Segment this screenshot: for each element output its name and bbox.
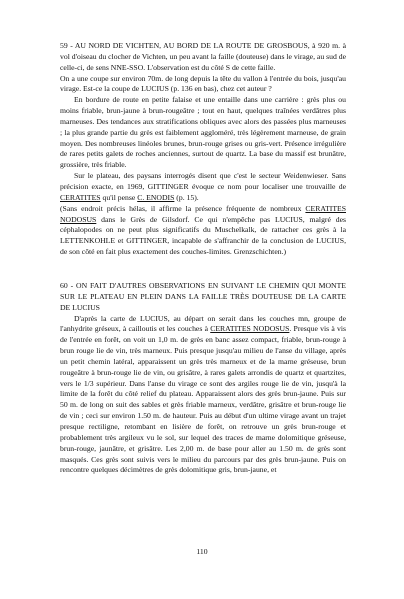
section-60-paragraph-1: D'après la carte de LUCIUS, au départ on serait dans les couches mn, groupe de l'anhydrite gréseux, à cailloutis et les couches à CERATITES NODOSUS. Presque vis à vis de l'entrée en forêt, on voit un 1,0 m. de grès en banc assez compact, friable, brun-rouge à brun rouge lie de vin, très marneux. Puis presque jusqu'au milieu de l'anse du village, après un petit chemin latéral, apparaissent un grès très marneux et de la marne gréseuse, brun rougeâtre à brun-rouge lie de vin, ou grisâtre, à rares galets arrondis de quartz et quartzites, vers le 1/3 supérieur. Dans l'anse du virage ce sont des argiles rouge lie de vin, jusqu'à la limite de la forêt du côté relief du plateau. Apparaissent alors des grès brun-jaune. Puis sur 50 m. de long on suit des sables et grès friable marneux, verdâtre, grisâtre et brun-rouge lie de vin ; ceci sur environ 1.50 m. de hauteur. Puis au début d'un ultime virage avant un trajet presque rectiligne, retombant en lisière de forêt, on retrouve un grès brun-rouge et probablement très argileux vu le sol, sur lequel des traces de marne dolomitique gréseuse, brun-rouge, jaunâtre, et grisâtre. Les 2,00 m. de base pour aller au 1.50 m. de grès sont masqués. Ces grès sont suivis vers le milieu du parcours par des grès brun-jaune. Puis on rencontre quelques décimètres de grès dolomitique gris, brun-jaune, et [60, 313, 346, 475]
taxon-ceratites-nodosus: CERATITES NODOSUS [60, 203, 346, 224]
section-59-paragraph-2: En bordure de route en petite falaise et une entaille dans une carrière : grès plus ou moins friable, brun-jaune à brun-rougeâtre ; tout en haut, quelques traînées verdâtres plus marneuses. Des tendances aux stratifications obliques avec alors des passées plus marneuses ; la plus grande partie du grès est faiblement aggloméré, très légèrement marneuse, de grain moyen. Des nombreuses linéoles brunes, brun-rouge grises ou gris-vert. Présence irrégulière de rares petits galets de roches anciennes, surtout de quartz. La base du massif est brunâtre, grossière, très friable. [60, 95, 346, 170]
taxon-ceratites-nodosus-2: CERATITES NODOSUS [210, 324, 290, 334]
section-60 [60, 281, 346, 476]
section-59-paragraph-3: Sur le plateau, des paysans interrogés disent que c'est le secteur Weidenwieser. Sans précision exacte, en 1969, GITTINGER évoque ce nom pour localiser une trouvaille de CERATITES qu'il pense C. ENODIS (p. 15). [60, 171, 346, 202]
section-60-heading: 60 - ON FAIT D'AUTRES OBSERVATIONS EN SUIVANT LE CHEMIN QUI MONTE SUR LE PLATEAU EN PLEIN DANS LA FAILLE TRÈS DOUTEUSE DE LA CARTE DE LUCIUS [60, 281, 346, 312]
page-number: 110 [196, 547, 208, 556]
taxon-ceratites: CERATITES [60, 192, 101, 202]
section-59-paragraph-1: On a une coupe sur environ 70m. de long depuis la tête du vallon à l'entrée du bois, jusqu'au virage. Est-ce la coupe de LUCIUS (p. 136 en bas), chez cet auteur ? [60, 73, 346, 94]
section-59 [60, 41, 346, 258]
section-59-paragraph-4: (Sans endroit précis hélas, il affirme la présence fréquente de nombreux CERATITES NODOSUS dans le Grès de Gilsdorf. Ce qui n'empêche pas LUCIUS, malgré des céphalopodes on ne peut plus significatifs du Muschelkalk, de rattacher ces grès à la LETTENKOHLE et GITTINGER, incapable de s'affranchir de la conclusion de LUCIUS, de son côté en fait plus exactement des couches-limites. Grenzschichten.) [60, 203, 346, 257]
taxon-c-enodis: C. ENODIS [137, 192, 175, 202]
section-59-heading: 59 - AU NORD DE VICHTEN, AU BORD DE LA ROUTE DE GROSBOUS, à 920 m. à vol d'oiseau du clocher de Vichten, un peu avant la faille (douteuse) dans le virage, au sud de celle-ci, de sens NNE-SSO. L'observation est du côté S de cette faille. [60, 41, 346, 72]
